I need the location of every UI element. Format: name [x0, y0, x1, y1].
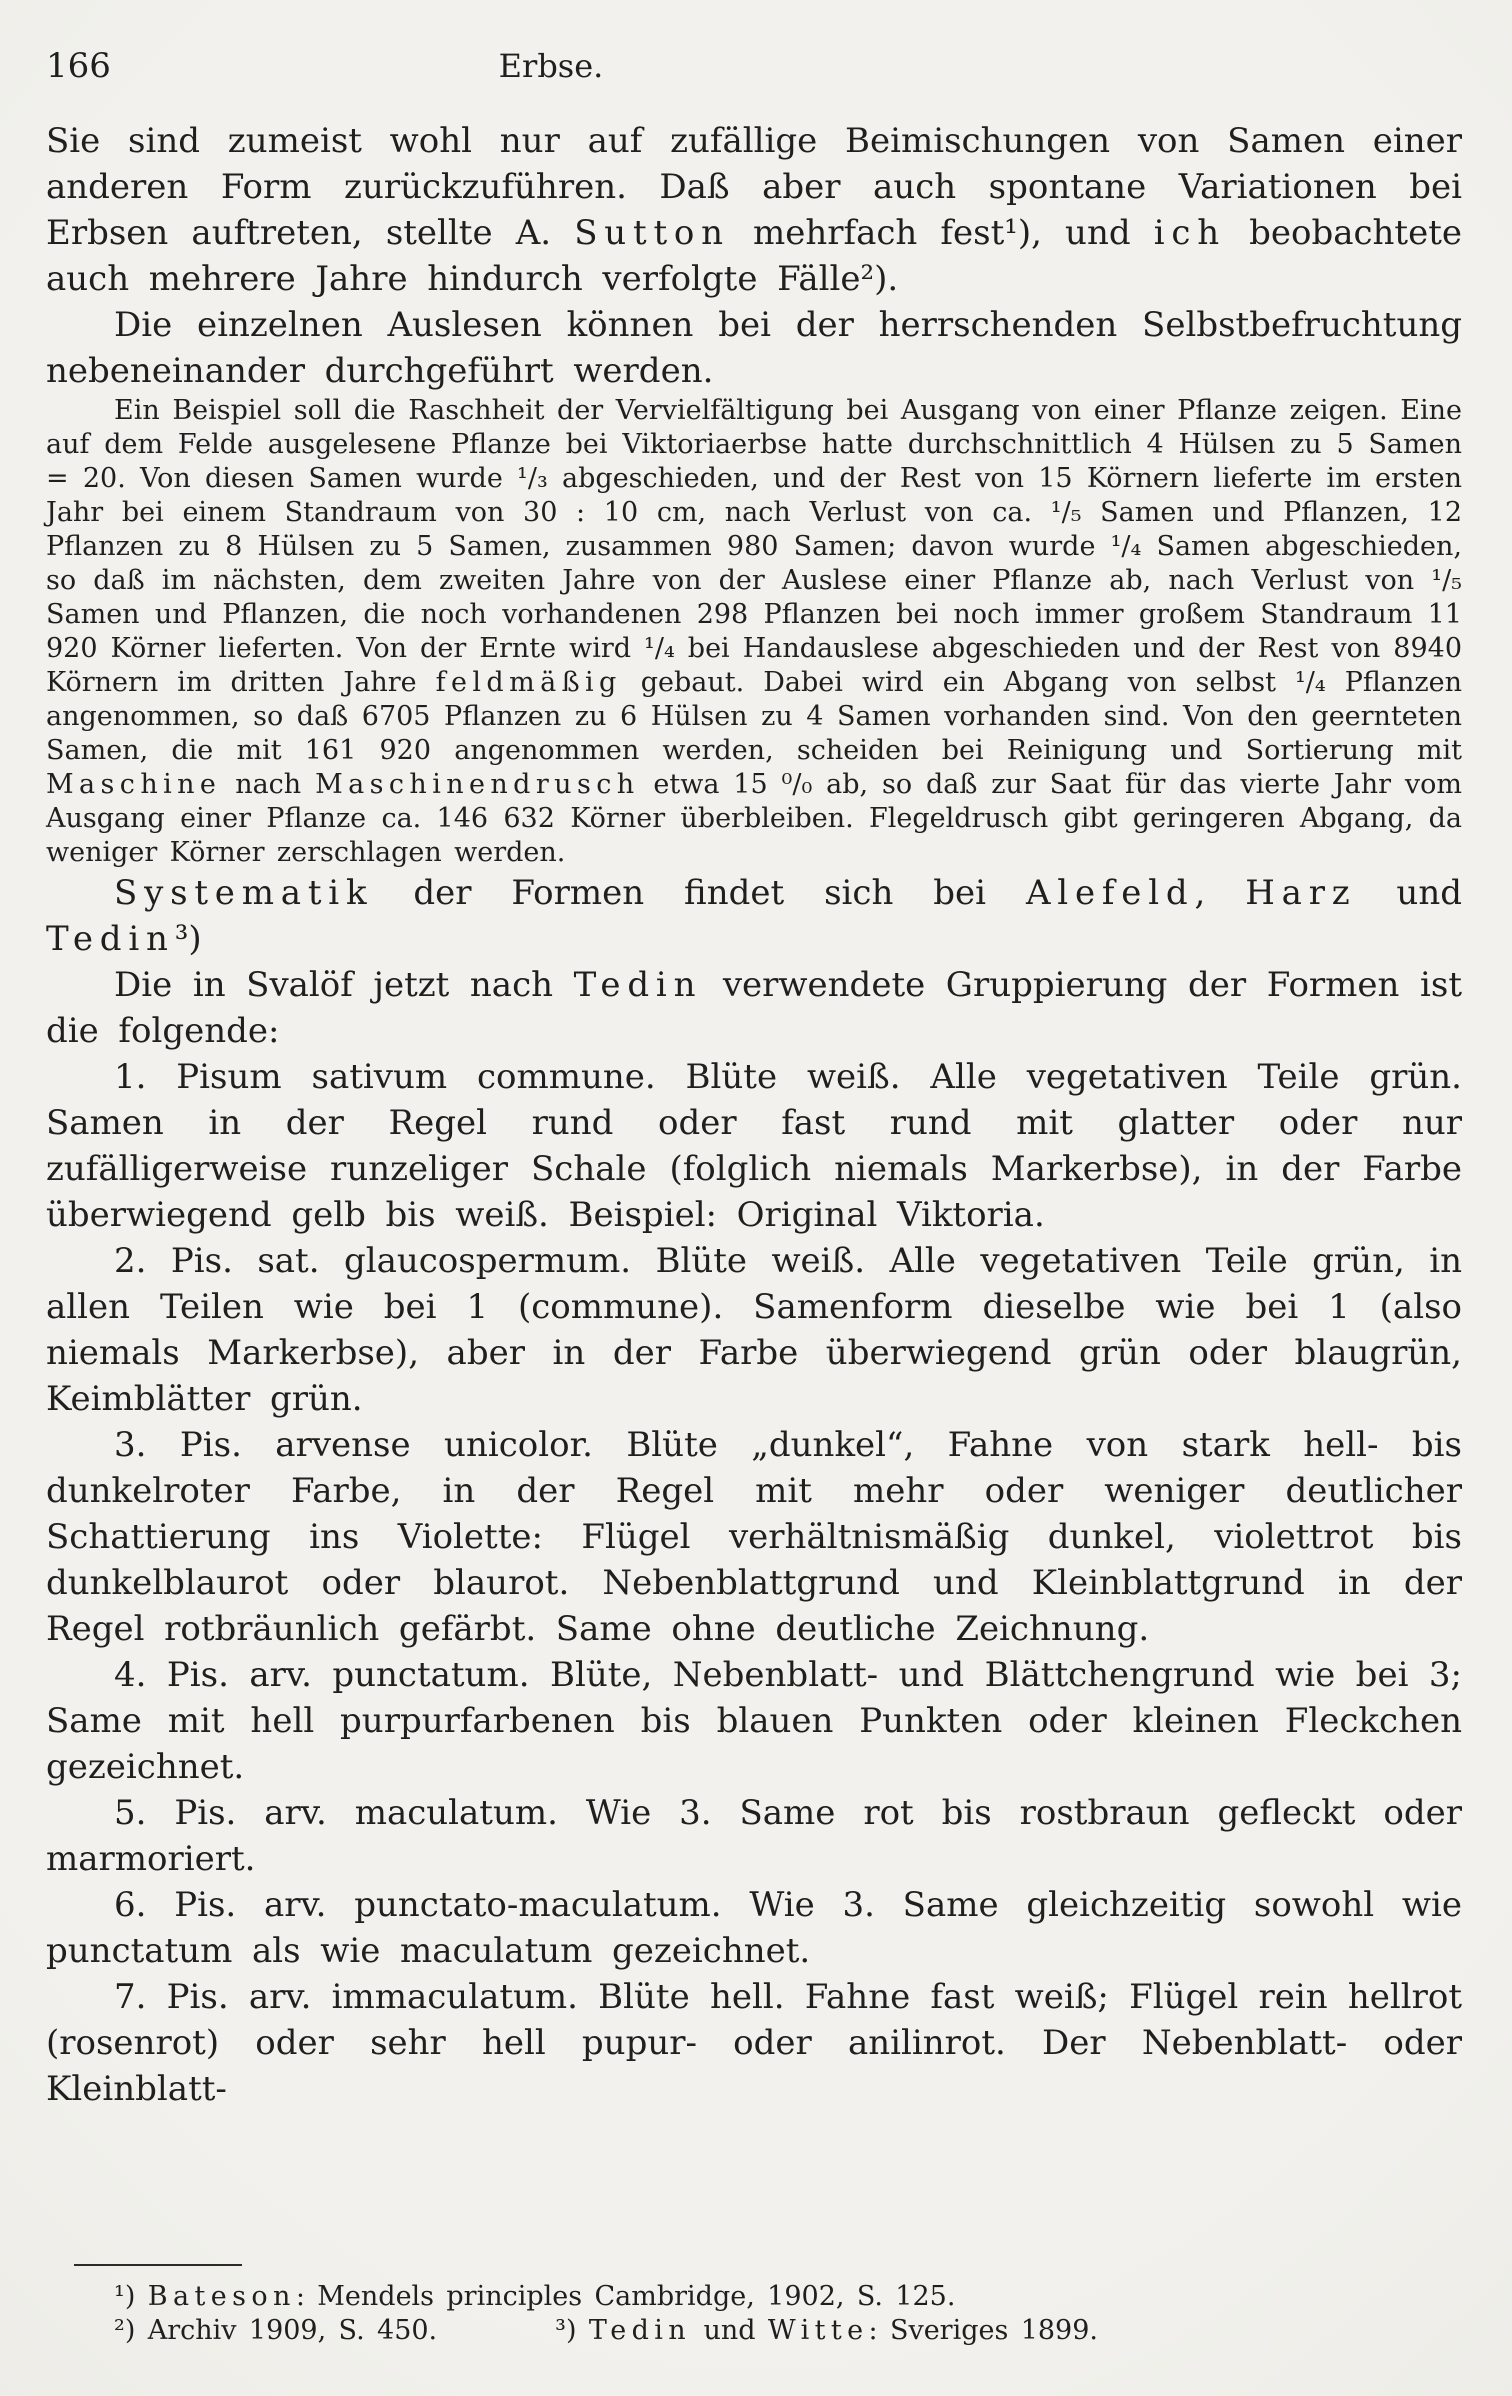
text-body [46, 118, 1462, 2112]
spaced-text: ich [1153, 213, 1226, 253]
spaced-text: Alefeld [1025, 873, 1195, 913]
spaced-text: Sutton [574, 213, 730, 253]
footnotes-list [46, 2280, 1462, 2348]
spaced-text: Maschinendrusch [315, 769, 640, 800]
text-run: 3. Pis. arvense unicolor. Blüte „dunkel“, Fahne von stark hell- bis dunkelroter Farbe, in der Regel mit mehr oder weniger deutlicher Schattierung ins Violette: Flügel verhältnismäßig dunkel, violettrot bis dunkelblaurot oder blaurot. Nebenblattgrund und Kleinblattgrund in der Regel rotbräunlich gefärbt. Same ohne deutliche Zeichnung. [46, 1425, 1462, 1649]
text-run: der Formen findet sich bei [373, 873, 1026, 913]
footnote-1 [46, 2280, 1462, 2314]
text-run: Sie sind zumeist wohl nur auf zufällige Beimischungen von Samen einer anderen Form zurückzuführen. Daß aber auch spontane Variationen bei Erbsen auftreten, stellte A. [46, 121, 1462, 253]
list-item-1 [46, 1054, 1462, 1238]
spaced-text: Tedin [588, 2315, 692, 2346]
text-run: ¹) [114, 2281, 148, 2312]
list-item-5 [46, 1790, 1462, 1882]
footnote-rule [74, 2264, 242, 2266]
paragraph-intro [46, 118, 1462, 302]
text-run: ³) [555, 2315, 589, 2346]
text-run: mehrfach fest¹), und [729, 213, 1154, 253]
spaced-text: feldmäßig [435, 667, 622, 698]
footnote-2 [46, 2314, 1462, 2348]
text-run: , [1194, 873, 1246, 913]
text-run: 1. Pisum sativum commune. Blüte weiß. Alle vegetativen Teile grün. Samen in der Regel rund oder fast rund mit glatter oder nur zufälligerweise runzeliger Schale (folglich niemals Markerbse), in der Farbe überwiegend gelb bis weiß. Beispiel: Original Viktoria. [46, 1057, 1462, 1235]
text-run: nach [221, 769, 316, 800]
text-run: 4. Pis. arv. punctatum. Blüte, Nebenblatt- und Blättchengrund wie bei 3; Same mit hell purpurfarbenen bis blauen Punkten oder kleinen Fleckchen gezeichnet. [46, 1655, 1462, 1787]
text-run: verwendete Gruppierung der Formen ist die folgende: [46, 965, 1462, 1051]
list-item-4 [46, 1652, 1462, 1790]
spaced-text: Bateson [147, 2281, 296, 2312]
spaced-text: Tedin [573, 965, 703, 1005]
text-run: 2. Pis. sat. glaucospermum. Blüte weiß. Alle vegetativen Teile grün, in allen Teilen wie bei 1 (commune). Samenform dieselbe wie bei 1 (also niemals Markerbse), aber in der Farbe überwiegend grün oder blaugrün, Keimblätter grün. [46, 1241, 1462, 1419]
paragraph-systematik [46, 870, 1462, 962]
paragraph-grouping [46, 962, 1462, 1054]
footnotes [46, 2246, 1462, 2348]
text-run: ³) [174, 919, 202, 959]
spaced-text: Maschine [46, 769, 222, 800]
spaced-text: Systematik [114, 873, 374, 913]
text-run: und [691, 2315, 768, 2346]
text-run: : Sveriges 1899. [868, 2315, 1098, 2346]
list-item-2 [46, 1238, 1462, 1422]
running-title: Erbse. [498, 47, 604, 85]
spaced-text: Witte [767, 2315, 869, 2346]
text-run: 7. Pis. arv. immaculatum. Blüte hell. Fahne fast weiß; Flügel rein hellrot (rosenrot) oder sehr hell pupur- oder anilinrot. Der Nebenblatt- oder Kleinblatt- [46, 1977, 1462, 2109]
text-run: 6. Pis. arv. punctato-maculatum. Wie 3. Same gleichzeitig sowohl wie punctatum als wie maculatum gezeichnet. [46, 1885, 1462, 1971]
text-run: ²) Archiv 1909, S. 450. [114, 2315, 438, 2346]
page-number: 166 [46, 46, 111, 86]
paragraph-example [46, 394, 1462, 870]
text-run: Ein Beispiel soll die Raschheit der Vervielfältigung bei Ausgang von einer Pflanze zeigen. Eine auf dem Felde ausgelesene Pflanze bei Viktoriaerbse hatte durchschnittlich 4 Hülsen zu 5 Samen = 20. Von diesen Samen wurde ¹/₃ abgeschieden, und der Rest von 15 Körnern lieferte im ersten Jahr bei einem Standraum von 30 : 10 cm, nach Verlust von ca. ¹/₅ Samen und Pflanzen, 12 Pflanzen zu 8 Hülsen zu 5 Samen, zusammen 980 Samen; davon wurde ¹/₄ Samen abgeschieden, so daß im nächsten, dem zweiten Jahre von der Auslese einer Pflanze ab, nach Verlust von ¹/₅ Samen und Pflanzen, die noch vorhandenen 298 Pflanzen bei noch immer großem Standraum 11 920 Körner lieferten. Von der Ernte wird ¹/₄ bei Handauslese abgeschieden und der Rest von 8940 Körnern im dritten Jahre [46, 395, 1462, 698]
paragraph-selection [46, 302, 1462, 394]
list-item-3 [46, 1422, 1462, 1652]
list-item-7 [46, 1974, 1462, 2112]
text-run: 5. Pis. arv. maculatum. Wie 3. Same rot bis rostbraun gefleckt oder marmoriert. [46, 1793, 1462, 1879]
text-run: beobachtete auch mehrere Jahre hindurch verfolgte Fälle²). [46, 213, 1462, 299]
text-run: gebaut. Dabei wird ein Abgang von selbst ¹/₄ Pflanzen angenommen, so daß 6705 Pflanzen zu 6 Hülsen zu 4 Samen vorhanden sind. Von den geernteten Samen, die mit 161 920 angenommen werden, scheiden bei Reinigung und Sortierung mit [46, 667, 1462, 766]
text-run: etwa 15 ⁰/₀ ab, so daß zur Saat für das vierte Jahr vom Ausgang einer Pflanze ca. 146 632 Körner überbleiben. Flegeldrusch gibt geringeren Abgang, da weniger Körner zerschlagen werden. [46, 769, 1462, 868]
text-run: : Mendels principles Cambridge, 1902, S. 125. [295, 2281, 956, 2312]
list-item-6 [46, 1882, 1462, 1974]
text-run: und [1356, 873, 1462, 913]
text-run: Die in Svalöf jetzt nach [114, 965, 574, 1005]
spaced-text: Harz [1245, 873, 1357, 913]
spaced-text: Tedin [46, 919, 175, 959]
page-header [46, 44, 1462, 90]
text-run: Die einzelnen Auslesen können bei der herrschenden Selbstbefruchtung nebeneinander durchgeführt werden. [46, 305, 1462, 391]
